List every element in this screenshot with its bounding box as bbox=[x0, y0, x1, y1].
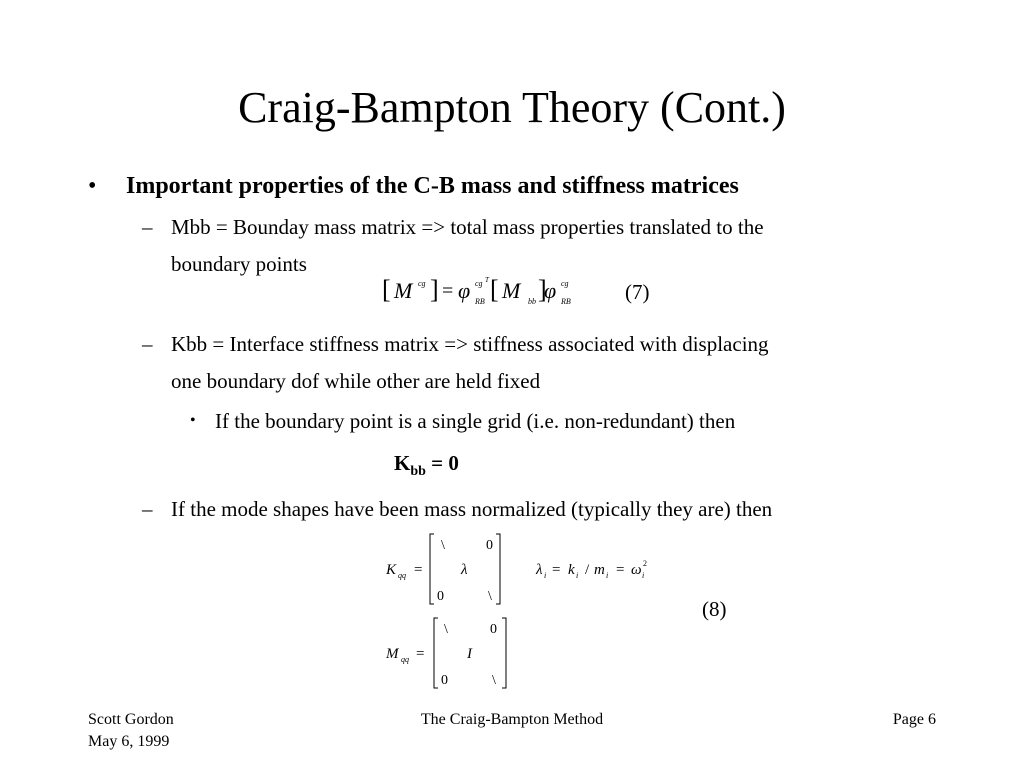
equation-8-number: (8) bbox=[702, 597, 727, 621]
mqq-left-bracket bbox=[434, 618, 438, 688]
kbb-line-2: one boundary dof while other are held fixed bbox=[171, 369, 541, 393]
eq8-k-sub: i bbox=[576, 571, 579, 580]
kbb-equals-zero bbox=[394, 448, 459, 487]
kqq-right-bracket bbox=[496, 534, 500, 604]
eq7-cg2: cg bbox=[561, 279, 569, 288]
eq7-T: T bbox=[485, 276, 489, 284]
eq8-equals1: = bbox=[552, 562, 561, 578]
mqq-diag-bottom: \ bbox=[492, 673, 496, 688]
eq8-m-sub: i bbox=[606, 571, 609, 580]
kqq-diag-bottom: \ bbox=[488, 589, 492, 604]
mode-shapes-text: If the mode shapes have been mass normalized (typically they are) then bbox=[171, 497, 773, 521]
kqq-sub: qq bbox=[398, 571, 406, 580]
kqq-zero-bottom: 0 bbox=[437, 589, 444, 604]
kqq-K: K bbox=[386, 562, 397, 578]
eq7-lbracket: [ bbox=[382, 275, 391, 304]
eq8-lambda-sub: i bbox=[544, 571, 547, 580]
mqq-sub: qq bbox=[401, 655, 409, 664]
kqq-equals: = bbox=[414, 562, 423, 578]
eq7-cgT: cg bbox=[475, 279, 483, 288]
eq8-omega-sub: i bbox=[642, 571, 645, 580]
mbb-line-1: Mbb = Bounday mass matrix => total mass properties translated to the bbox=[171, 215, 764, 239]
dash-marker: – bbox=[142, 215, 153, 239]
kqq-zero-top: 0 bbox=[486, 538, 493, 553]
equation-7 bbox=[372, 270, 602, 314]
equation-8-kqq bbox=[380, 528, 670, 608]
kbb-symbol: K bbox=[394, 451, 411, 475]
eq8-equals2: = bbox=[616, 562, 625, 578]
kqq-lambda: λ bbox=[461, 562, 468, 578]
kqq-left-bracket bbox=[430, 534, 434, 604]
eq8-k: k bbox=[568, 562, 575, 578]
bullet-marker: • bbox=[88, 173, 97, 199]
eq7-phi1: φ bbox=[458, 278, 471, 303]
sub-bullet-marker: • bbox=[190, 412, 196, 429]
kbb-line-1: Kbb = Interface stiffness matrix => stiffness associated with displacing bbox=[171, 332, 769, 356]
equation-8-mqq bbox=[380, 610, 520, 692]
slide-title: Craig-Bampton Theory (Cont.) bbox=[238, 83, 786, 132]
eq7-rbracket2: ] bbox=[538, 275, 547, 304]
eq8-slash: / bbox=[585, 562, 590, 578]
eq7-phi2: φ bbox=[544, 278, 557, 303]
eq7-RB2: RB bbox=[561, 297, 571, 306]
eq7-rbracket: ] bbox=[430, 275, 439, 304]
mqq-identity: I bbox=[467, 646, 472, 662]
footer-author: Scott Gordon bbox=[88, 711, 174, 728]
eq8-omega-sq: 2 bbox=[643, 559, 647, 568]
mqq-right-bracket bbox=[502, 618, 506, 688]
mbb-line-2: boundary points bbox=[171, 252, 307, 276]
eq7-M2: M bbox=[502, 278, 521, 303]
eq7-equals: = bbox=[442, 280, 454, 302]
eq7-M: M bbox=[394, 278, 413, 303]
footer-date: May 6, 1999 bbox=[88, 733, 170, 750]
mqq-diag-top: \ bbox=[444, 622, 448, 637]
eq8-lambda-i: λ bbox=[536, 562, 543, 578]
eq8-omega: ω bbox=[631, 562, 642, 578]
dash-marker: – bbox=[142, 332, 153, 356]
dash-marker: – bbox=[142, 497, 153, 521]
footer-page-number: Page 6 bbox=[892, 711, 936, 728]
eq7-RB1: RB bbox=[475, 297, 485, 306]
eq7-lbracket2: [ bbox=[490, 275, 499, 304]
eq8-m: m bbox=[594, 562, 605, 578]
mqq-M: M bbox=[386, 646, 399, 662]
bullet-main-text: Important properties of the C-B mass and stiffness matrices bbox=[126, 173, 739, 199]
eq7-cg: cg bbox=[418, 279, 426, 288]
kbb-subscript: bb bbox=[410, 464, 426, 480]
kbb-rhs: = 0 bbox=[425, 451, 459, 475]
mqq-equals: = bbox=[416, 646, 425, 662]
kqq-diag-top: \ bbox=[441, 538, 445, 553]
footer-center-title: The Craig-Bampton Method bbox=[420, 711, 604, 728]
eq7-bb: bb bbox=[528, 297, 536, 306]
grid-condition-text: If the boundary point is a single grid (i.e. non-redundant) then bbox=[215, 409, 736, 433]
mqq-zero-top: 0 bbox=[490, 622, 497, 637]
equation-7-number: (7) bbox=[625, 280, 650, 304]
mqq-zero-bottom: 0 bbox=[441, 673, 448, 688]
